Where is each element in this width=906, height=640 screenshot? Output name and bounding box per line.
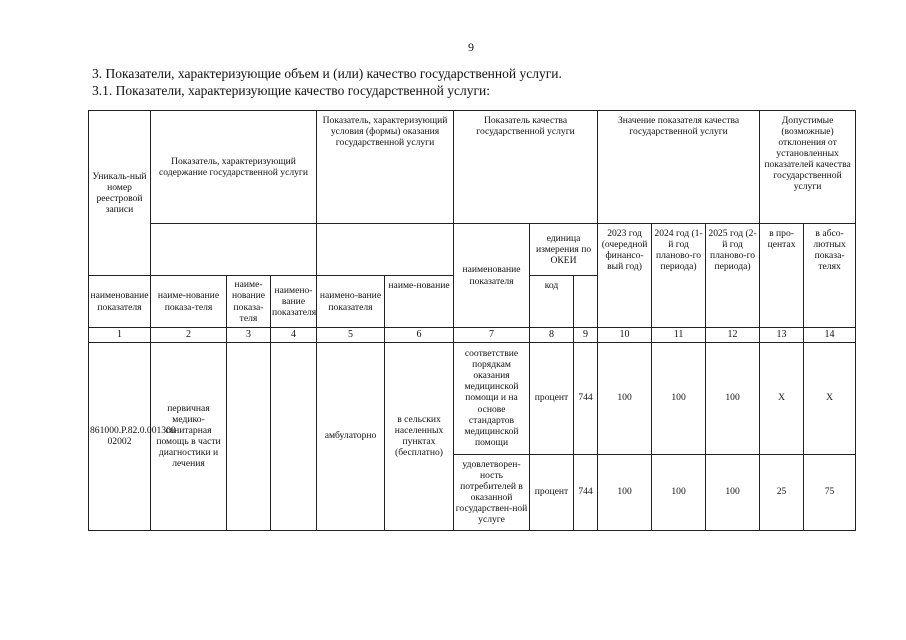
col-number: 5 <box>317 328 385 343</box>
content-value-cell: первичная медико-санитарная помощь в части диагностики и лечения <box>151 342 227 530</box>
year-2025-header: 2025 год (2-й год планово-го периода) <box>706 224 760 328</box>
quality-group-header: Показатель качества государственной услуги <box>454 111 598 224</box>
indicator-name-cell: соответствие порядкам оказания медицинской помощи и на основе стандартов медицинской помощи <box>454 342 530 454</box>
col-number: 1 <box>89 328 151 343</box>
unit-cell: процент <box>530 342 574 454</box>
column-number-row <box>89 328 856 343</box>
indicator-name-header: наименование показателя <box>454 224 530 328</box>
col-number: 7 <box>454 328 530 343</box>
col-number: 9 <box>574 328 598 343</box>
page-number: 9 <box>468 40 474 54</box>
col-number: 11 <box>652 328 706 343</box>
unit-cell: процент <box>530 454 574 530</box>
year-2023-header: 2023 год (очередной финансо-вый год) <box>598 224 652 328</box>
condition-form-cell: амбулаторно <box>317 342 385 530</box>
table-row <box>89 342 856 454</box>
conditions-group-header: Показатель, характеризующий условия (формы) оказания государственной услуги <box>317 111 454 224</box>
condition-place-cell: в сельских населенных пунктах (бесплатно) <box>385 342 454 530</box>
percent-header: в про-центах <box>760 224 804 328</box>
content-group-header: Показатель, характеризующий содержание государственной услуги <box>151 111 317 224</box>
content-name-header-2: наиме-нование показа-теля <box>151 276 227 328</box>
col-number: 10 <box>598 328 652 343</box>
absolute-header: в абсо-лютных показа-телях <box>804 224 856 328</box>
indicator-name-cell: удовлетворен-ность потребителей в оказанной государствен-ной услуге <box>454 454 530 530</box>
value-2024-cell: 100 <box>652 342 706 454</box>
deviation-percent-cell: X <box>760 342 804 454</box>
subsection-heading: 3.1. Показатели, характеризующие качество государственной услуги: <box>92 83 491 98</box>
col-number: 3 <box>227 328 271 343</box>
col-number: 12 <box>706 328 760 343</box>
col-number: 8 <box>530 328 574 343</box>
deviation-absolute-cell: X <box>804 342 856 454</box>
col-number: 14 <box>804 328 856 343</box>
deviation-absolute-cell: 75 <box>804 454 856 530</box>
value-2023-cell: 100 <box>598 342 652 454</box>
quality-indicators-table <box>88 110 856 531</box>
value-2024-cell: 100 <box>652 454 706 530</box>
col-number: 4 <box>271 328 317 343</box>
col-number: 2 <box>151 328 227 343</box>
value-2023-cell: 100 <box>598 454 652 530</box>
code-cell: 744 <box>574 342 598 454</box>
col-number: 13 <box>760 328 804 343</box>
col-number: 6 <box>385 328 454 343</box>
unique-number-header: Уникаль-ный номер реестровой записи <box>89 111 151 276</box>
unit-okei-header: единица измерения по ОКЕИ <box>530 224 598 276</box>
section-heading: 3. Показатели, характеризующие объем и (или) качество государственной услуги. <box>92 66 562 81</box>
value-2025-cell: 100 <box>706 342 760 454</box>
condition-name-header-1: наимено-вание показателя <box>271 276 317 328</box>
value-2025-cell: 100 <box>706 454 760 530</box>
content-name-header-1: наименование показателя <box>89 276 151 328</box>
deviation-percent-cell: 25 <box>760 454 804 530</box>
value-group-header: Значение показателя качества государственной услуги <box>598 111 760 224</box>
code-cell: 744 <box>574 454 598 530</box>
unit-code-header: код <box>530 276 574 328</box>
unit-name-header: наиме-нование <box>385 276 454 328</box>
deviation-group-header: Допустимые (возможные) отклонения от установленных показателей качества государственной услуги <box>760 111 856 224</box>
content-name-header-3: наиме-нование показа-теля <box>227 276 271 328</box>
registry-number-cell: 861000.Р.82.0.001300 02002 <box>89 342 151 530</box>
condition-name-header-2: наимено-вание показателя <box>317 276 385 328</box>
year-2024-header: 2024 год (1-й год планово-го периода) <box>652 224 706 328</box>
